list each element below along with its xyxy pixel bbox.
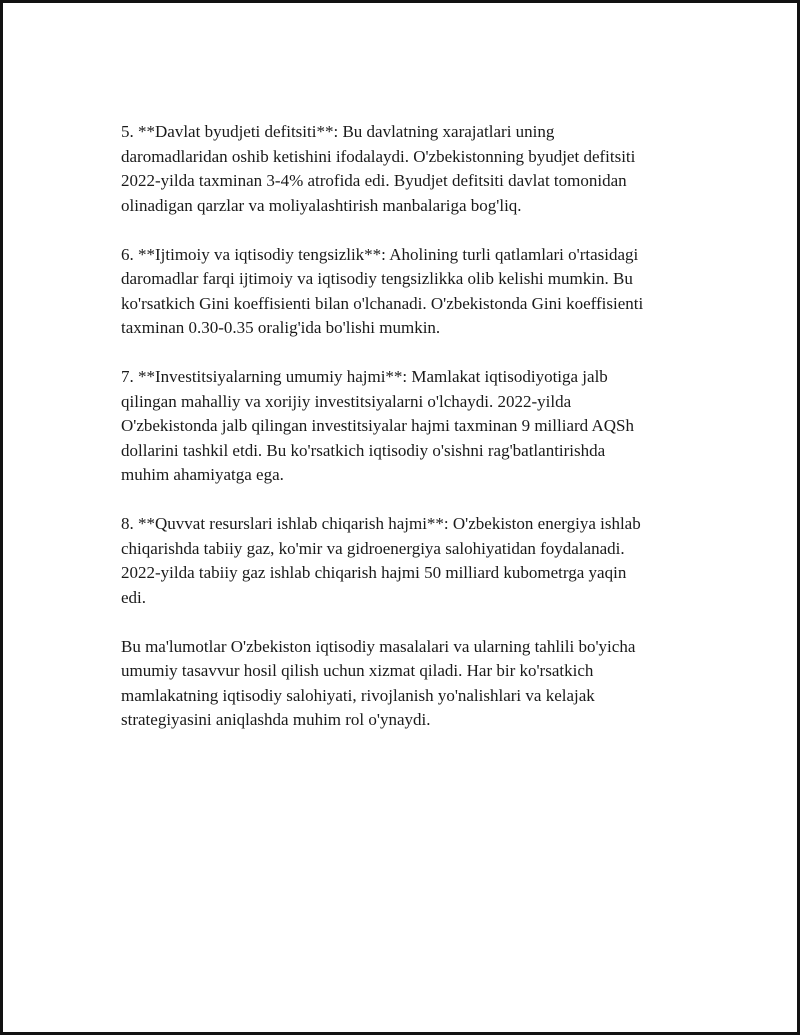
text-line: taxminan 0.30-0.35 oralig'ida bo'lishi mumkin. [121,318,441,337]
paragraph-energy-resources [121,512,721,610]
text-line: daromadlaridan oshib ketishini ifodalaydi. O'zbekistonning byudjet defitsiti [121,146,636,166]
text-line: chiqarishda tabiiy gaz, ko'mir va gidroenergiya salohiyatidan foydalanadi. [121,538,625,558]
text-line: 5. **Davlat byudjeti defitsiti**: Bu davlatning xarajatlari uning [121,122,555,141]
paragraph-conclusion [121,635,721,733]
text-line: dollarini tashkil etdi. Bu ko'rsatkich iqtisodiy o'sishni rag'batlantirishda [121,440,606,460]
text-line: 2022-yilda taxminan 3-4% atrofida edi. Byudjet defitsiti davlat tomonidan [121,171,627,190]
text-line: Bu ma'lumotlar O'zbekiston iqtisodiy masalalari va ularning tahlili bo'yicha [121,636,636,656]
document-body [121,120,721,757]
text-line: olinadigan qarzlar va moliyalashtirish manbalariga bog'liq. [121,195,522,215]
text-line: qilingan mahalliy va xorijiy investitsiyalarni o'lchaydi. 2022-yilda [121,391,572,411]
text-line: 8. **Quvvat resurslari ishlab chiqarish hajmi**: O'zbekiston energiya ishlab [121,514,641,533]
text-line: mamlakatning iqtisodiy salohiyati, rivojlanish yo'nalishlari va kelajak [121,685,595,705]
text-line: 2022-yilda tabiiy gaz ishlab chiqarish hajmi 50 milliard kubometrga yaqin [121,563,627,582]
text-line: O'zbekistonda jalb qilingan investitsiyalar hajmi taxminan 9 milliard AQSh [121,416,634,435]
paragraph-investments [121,365,721,488]
text-line: muhim ahamiyatga ega. [121,465,284,484]
text-line: strategiyasini aniqlashda muhim rol o'ynaydi. [121,710,431,729]
text-line: ko'rsatkich Gini koeffisienti bilan o'lchanadi. O'zbekistonda Gini koeffisienti [121,293,644,313]
text-line: edi. [121,587,147,607]
text-line: 6. **Ijtimoiy va iqtisodiy tengsizlik**: Aholining turli qatlamlari o'rtasidagi [121,244,639,264]
text-line: 7. **Investitsiyalarning umumiy hajmi**: Mamlakat iqtisodiyotiga jalb [121,367,608,386]
paragraph-budget-deficit [121,120,721,218]
text-line: umumiy tasavvur hosil qilish uchun xizmat qiladi. Har bir ko'rsatkich [121,661,594,680]
text-line: daromadlar farqi ijtimoiy va iqtisodiy tengsizlikka olib kelishi mumkin. Bu [121,269,633,288]
paragraph-inequality [121,243,721,341]
